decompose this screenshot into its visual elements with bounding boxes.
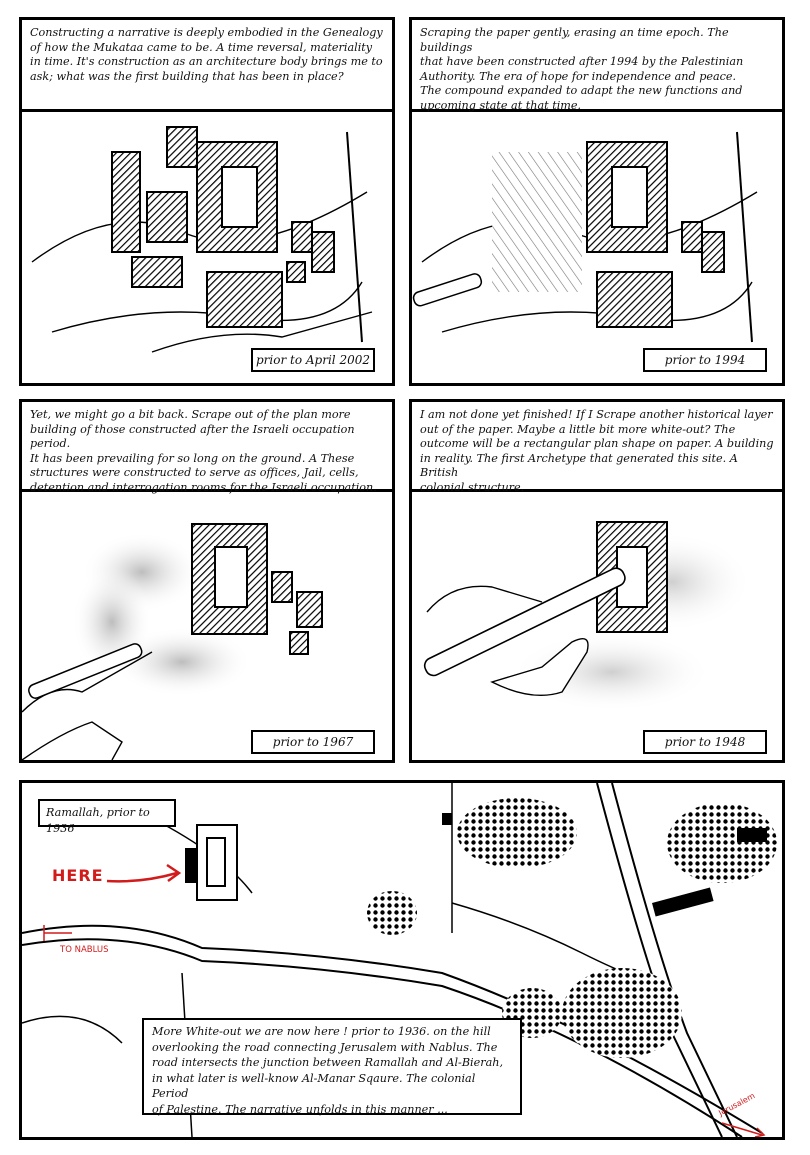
jerusalem-label: Jerusalem bbox=[717, 1091, 757, 1118]
panel-caption: Scraping the paper gently, erasing an time epoch. The buildings that have been constructed after 1994 by the Palestinian Authority. The era of hope for independence and peace. The compound expanded to adapt the new functions and upcoming state at that time. bbox=[412, 20, 782, 112]
map-caption: More White-out we are now here ! prior to 1936. on the hill overlooking the road connecting Jerusalem with Nablus. The road intersects the junction between Ramallah and Al-Bierah, in what later is well-know Al-Manar Sqaure. The colonial Period of Palestine. The narrative unfolds in this manner ... bbox=[142, 1018, 522, 1115]
site-plan-drawing bbox=[22, 492, 392, 760]
date-label: prior to 1967 bbox=[251, 730, 375, 754]
panel-caption: Constructing a narrative is deeply embodied in the Genealogy of how the Mukataa came to be. A time reversal, materiality in time. It's construction as an architecture body brings me to ask; what was the first building that has been in place? bbox=[22, 20, 392, 112]
nablus-label: TO NABLUS bbox=[60, 945, 109, 955]
map-title-label: Ramallah, prior to 1936 bbox=[38, 799, 176, 827]
date-label: prior to 1994 bbox=[643, 348, 767, 372]
comic-panel-2 bbox=[409, 17, 785, 386]
date-label: prior to 1948 bbox=[643, 730, 767, 754]
site-plan-drawing bbox=[412, 112, 782, 383]
building-plan-icon bbox=[185, 825, 237, 900]
panel-caption: Yet, we might go a bit back. Scrape out of the plan more building of those constructed after the Israeli occupation period. It has been prevailing for so long on the ground. A These structures were constructed to serve as offices, Jail, cells, detention and interrogation rooms for the Israeli occupation. bbox=[22, 402, 392, 492]
eraser-pen-icon bbox=[412, 272, 483, 307]
site-plan-drawing bbox=[412, 492, 782, 760]
date-label: prior to April 2002 bbox=[251, 348, 375, 372]
comic-panel-map bbox=[19, 780, 785, 1140]
comic-panel-1 bbox=[19, 17, 395, 386]
comic-panel-4 bbox=[409, 399, 785, 763]
comic-panel-3 bbox=[19, 399, 395, 763]
panel-caption: I am not done yet finished! If I Scrape another historical layer out of the paper. Maybe a little bit more white-out? The outcome will be a rectangular plan shape on paper. A building in reality. The first Archetype that generated this site. A British colonial structure. bbox=[412, 402, 782, 492]
here-arrow-icon bbox=[107, 865, 179, 881]
here-label: HERE bbox=[52, 866, 104, 885]
site-plan-drawing bbox=[22, 112, 392, 383]
